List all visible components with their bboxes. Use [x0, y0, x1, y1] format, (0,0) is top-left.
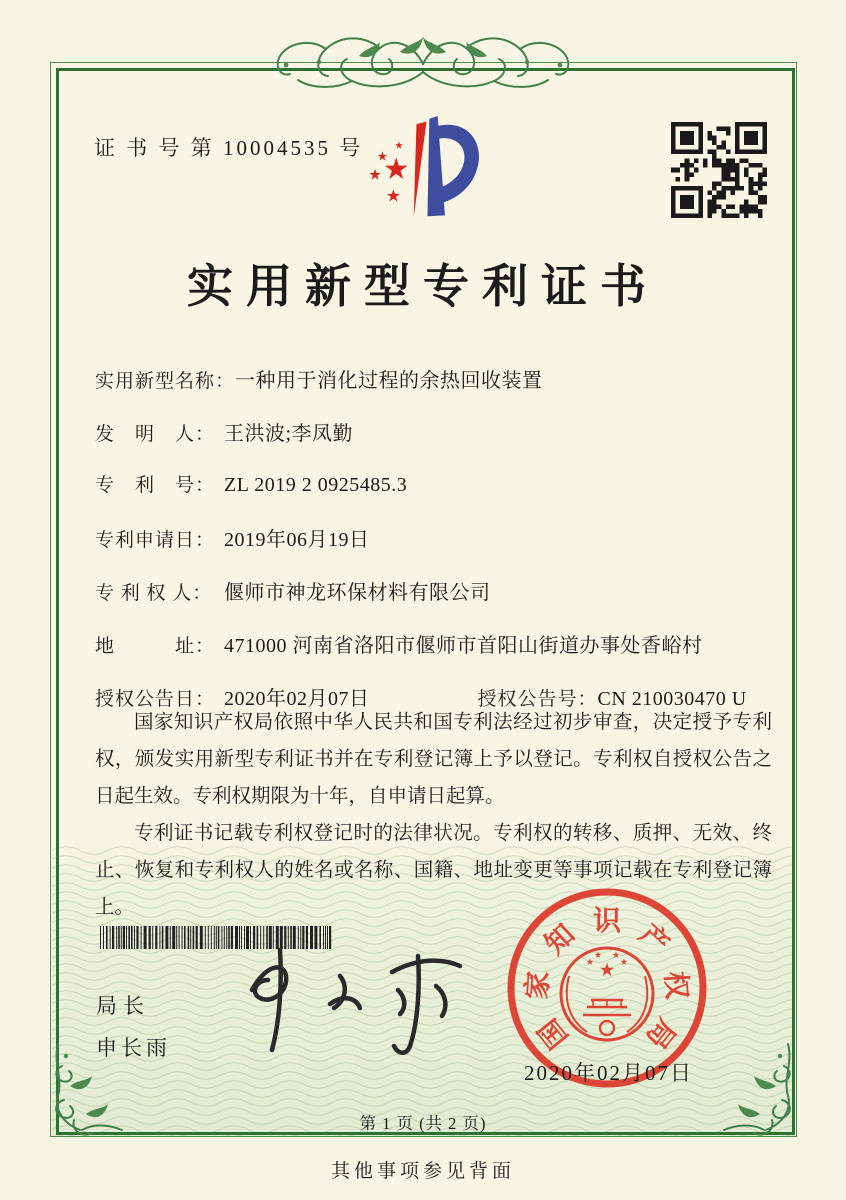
- cnipa-logo: [338, 104, 528, 242]
- field-value: ZL 2019 2 0925485.3: [224, 474, 408, 496]
- field-value: 471000 河南省洛阳市偃师市首阳山街道办事处香峪村: [224, 635, 703, 657]
- svg-text:知: 知: [539, 919, 582, 961]
- field-label: 专利申请日：: [95, 530, 216, 551]
- field-value: 一种用于消化过程的余热回收装置: [235, 370, 543, 392]
- field-list: [95, 364, 775, 735]
- legal-paragraph-1: 国家知识产权局依照中华人民共和国专利法经过初步审查，决定授予专利权，颁发实用新型专利证书并在专利登记簿上予以登记。专利权自授权公告之日起生效。专利权期限为十年，自申请日起算。: [95, 712, 772, 807]
- back-side-note: 其他事项参见背面: [330, 1161, 515, 1182]
- director-name: 申长雨: [96, 1036, 171, 1060]
- svg-text:家: 家: [522, 970, 556, 1001]
- field-label: 专 利 权 人：: [95, 583, 213, 604]
- logo-blue-bowl: [437, 125, 479, 204]
- svg-text:局: 局: [639, 1012, 682, 1054]
- field-label: 授权公告日：: [95, 689, 216, 710]
- field-label: 专 利 号：: [95, 475, 216, 496]
- svg-text:权: 权: [658, 970, 692, 1001]
- field-label: 授权公告号：: [477, 689, 598, 710]
- field-label: 地 址：: [95, 636, 216, 657]
- seal-ring-text: [521, 905, 693, 1054]
- field-value: CN 210030470 U: [597, 688, 747, 710]
- field-label: 发 明 人：: [95, 424, 216, 445]
- field-value: 2020年02月07日: [224, 688, 370, 710]
- field-value: 王洪波;李凤勤: [224, 423, 354, 445]
- seal-emblem-stars: [587, 951, 628, 976]
- svg-text:国: 国: [532, 1012, 575, 1054]
- field-row-name: [95, 364, 775, 391]
- field-value: 2019年06月19日: [224, 529, 370, 551]
- field-row-patent-no: [95, 470, 775, 497]
- legal-paragraph-2: 专利证书记载专利权登记时的法律状况。专利权的转移、质押、无效、终止、恢复和专利权人的姓名或名称、国籍、地址变更等事项记载在专利登记簿上。: [95, 823, 772, 918]
- seal-emblem: [561, 948, 653, 1040]
- certificate-title: 实用新型专利证书: [187, 261, 659, 312]
- logo-red-wedge: [414, 121, 427, 217]
- svg-text:产: 产: [632, 919, 675, 961]
- field-row-address: [95, 629, 775, 656]
- logo-stars: [369, 141, 407, 201]
- seal-date: 2020年02月07日: [524, 1061, 693, 1085]
- top-flourish-ornament: [262, 30, 584, 96]
- field-value: 偃师市神龙环保材料有限公司: [224, 582, 491, 604]
- field-row-patentee: [95, 576, 775, 603]
- field-label: 实用新型名称：: [95, 371, 236, 392]
- certificate-number: 证 书 号 第 10004535 号: [94, 136, 364, 160]
- qr-code: [671, 122, 767, 218]
- director-signature: [222, 942, 472, 1064]
- page-number: 第 1 页 (共 2 页): [359, 1114, 487, 1133]
- director-title-label: 局长: [96, 994, 150, 1018]
- svg-text:识: 识: [592, 906, 622, 937]
- field-row-inventor: [95, 417, 775, 444]
- field-row-filing-date: [95, 523, 775, 550]
